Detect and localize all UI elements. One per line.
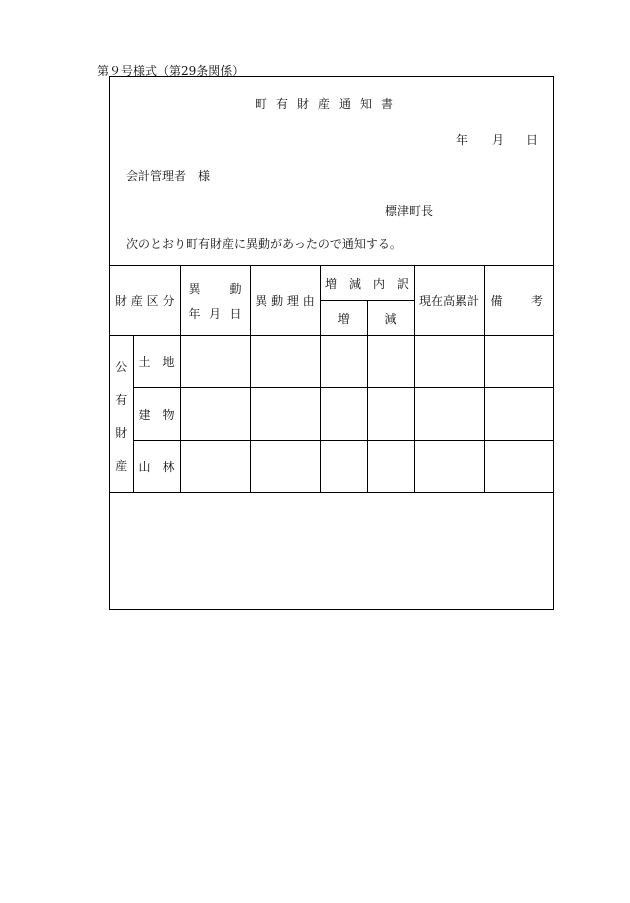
header-year: 年 xyxy=(188,306,201,321)
cell-remarks xyxy=(484,441,553,493)
statement-text: 次のとおり町有財産に異動があったので通知する。 xyxy=(126,237,402,251)
date-year-label: 年 xyxy=(456,133,469,147)
cell-increase xyxy=(320,441,367,493)
group-char: 財 xyxy=(115,426,128,440)
cell-increase xyxy=(320,336,367,388)
header-remarks xyxy=(484,266,553,336)
header-remarks-right: 考 xyxy=(531,294,544,308)
row-category-building: 建 物 xyxy=(133,388,180,441)
header-month: 月 xyxy=(209,306,222,321)
row-category-forest: 山 林 xyxy=(133,441,180,493)
cell-reason xyxy=(250,388,320,441)
header-increase: 増 xyxy=(320,301,367,336)
header-change-label-right: 動 xyxy=(229,281,242,296)
group-public-property xyxy=(110,336,133,493)
cell-date xyxy=(180,441,250,493)
document-title: 町有財産通知書 xyxy=(255,97,403,111)
header-decrease: 減 xyxy=(367,301,414,336)
notice-form xyxy=(109,76,554,610)
date-month-label: 月 xyxy=(492,133,505,147)
cell-remarks xyxy=(484,388,553,441)
cell-remarks xyxy=(484,336,553,388)
header-current-total: 現在高累計 xyxy=(414,266,484,336)
cell-decrease xyxy=(367,388,414,441)
group-char: 有 xyxy=(115,393,128,407)
cell-reason xyxy=(250,441,320,493)
addressee: 会計管理者 様 xyxy=(126,169,211,183)
cell-decrease xyxy=(367,336,414,388)
header-remarks-left: 備 xyxy=(490,294,503,308)
cell-decrease xyxy=(367,441,414,493)
group-char: 産 xyxy=(115,459,128,473)
cell-date xyxy=(180,336,250,388)
group-char: 公 xyxy=(115,360,128,374)
cell-increase xyxy=(320,388,367,441)
header-change-label-left: 異 xyxy=(188,281,201,296)
property-change-table xyxy=(110,265,553,493)
header-reason: 異 動 理 由 xyxy=(250,266,320,336)
cell-current-total xyxy=(414,441,484,493)
header-breakdown: 増 減 内 訳 xyxy=(320,266,414,301)
date-day-label: 日 xyxy=(526,133,539,147)
row-category-land: 土 地 xyxy=(133,336,180,388)
sender: 標津町長 xyxy=(385,204,434,218)
header-category: 財 産 区 分 xyxy=(110,266,180,336)
form-number-label: 第９号様式（第29条関係） xyxy=(97,64,245,78)
header-day: 日 xyxy=(229,306,242,321)
cell-reason xyxy=(250,336,320,388)
header-change-date xyxy=(180,266,250,336)
cell-date xyxy=(180,388,250,441)
cell-current-total xyxy=(414,388,484,441)
cell-current-total xyxy=(414,336,484,388)
